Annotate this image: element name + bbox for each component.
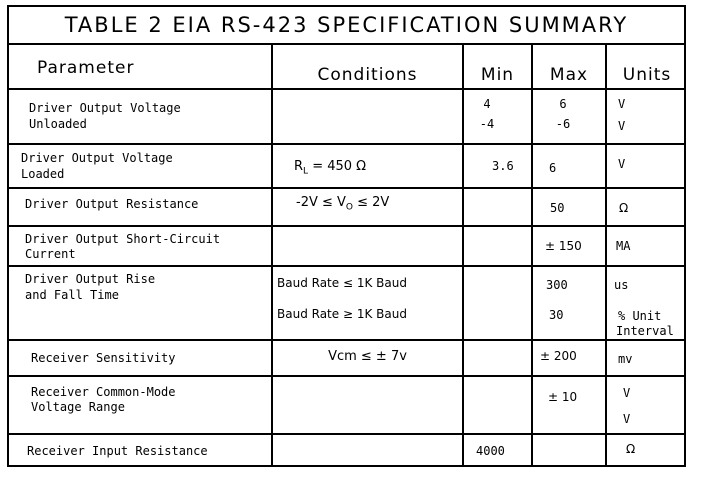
condition-text: Baud Rate ≥ 1K Baud [277,307,407,321]
min-value: 4000 [476,444,505,458]
units-value: mv [618,352,633,366]
row-divider [9,225,684,227]
table-row-param: Receiver Input Resistance [27,444,208,458]
row-divider [9,143,684,145]
table-row-param: Receiver Sensitivity [31,351,176,365]
units-value: V [618,119,626,133]
row-divider [9,265,684,267]
table-row-param: and Fall Time [25,288,119,302]
row-divider [9,375,684,377]
table-row-param: Driver Output Resistance [25,197,199,211]
units-value: Interval [616,324,674,338]
max-value: ± 150 [545,239,582,253]
units-value: V [618,97,626,111]
header-conditions: Conditions [317,65,418,85]
table-row-param: Voltage Range [31,400,125,414]
row-divider [9,433,684,435]
table-row-param: Unloaded [29,117,87,131]
table-row-param: Current [25,247,76,261]
min-value: -4 [479,117,495,131]
max-value: 6 [549,161,557,175]
max-value: -6 [555,117,571,131]
max-value: 6 [559,97,567,111]
header-max: Max [549,65,589,85]
max-value: ± 200 [540,349,577,363]
condition-text: $-2V \le V_O \le 2V$ [296,195,390,213]
units-value: MA [616,239,631,253]
max-value: ± 10 [548,390,578,404]
table-row-param: Driver Output Voltage [21,151,173,165]
table-row-param: Driver Output Short-Circuit [25,232,221,246]
max-value: 50 [550,201,565,215]
units-value: V [623,386,631,400]
spec-table [7,5,686,467]
max-value: 300 [546,278,568,292]
table-row-param: Driver Output Voltage [29,101,181,115]
condition-text: Baud Rate ≤ 1K Baud [277,276,407,290]
condition-text: Vcm ≤ ± 7v [328,349,407,364]
row-divider [9,88,684,90]
header-parameter: Parameter [37,58,135,78]
header-min: Min [480,65,515,85]
row-divider [9,339,684,341]
header-units: Units [622,65,672,85]
max-value: 30 [549,308,564,322]
row-divider [9,187,684,189]
table-title: TABLE 2 EIA RS-423 SPECIFICATION SUMMARY [9,7,684,45]
units-value: us [614,278,629,292]
column-divider [605,45,607,467]
table-row-param: Driver Output Rise [25,272,156,286]
condition-text: $R_L = 450$ Ω [294,159,367,177]
min-value: 4 [483,97,491,111]
units-value: V [623,412,631,426]
units-value: Ω [619,201,629,215]
units-value: V [618,157,626,171]
table-row-param: Receiver Common-Mode [31,385,176,399]
units-value: % Unit [618,309,662,323]
min-value: 3.6 [492,159,514,173]
table-row-param: Loaded [21,167,65,181]
column-divider [271,45,273,467]
units-value: Ω [626,442,636,456]
